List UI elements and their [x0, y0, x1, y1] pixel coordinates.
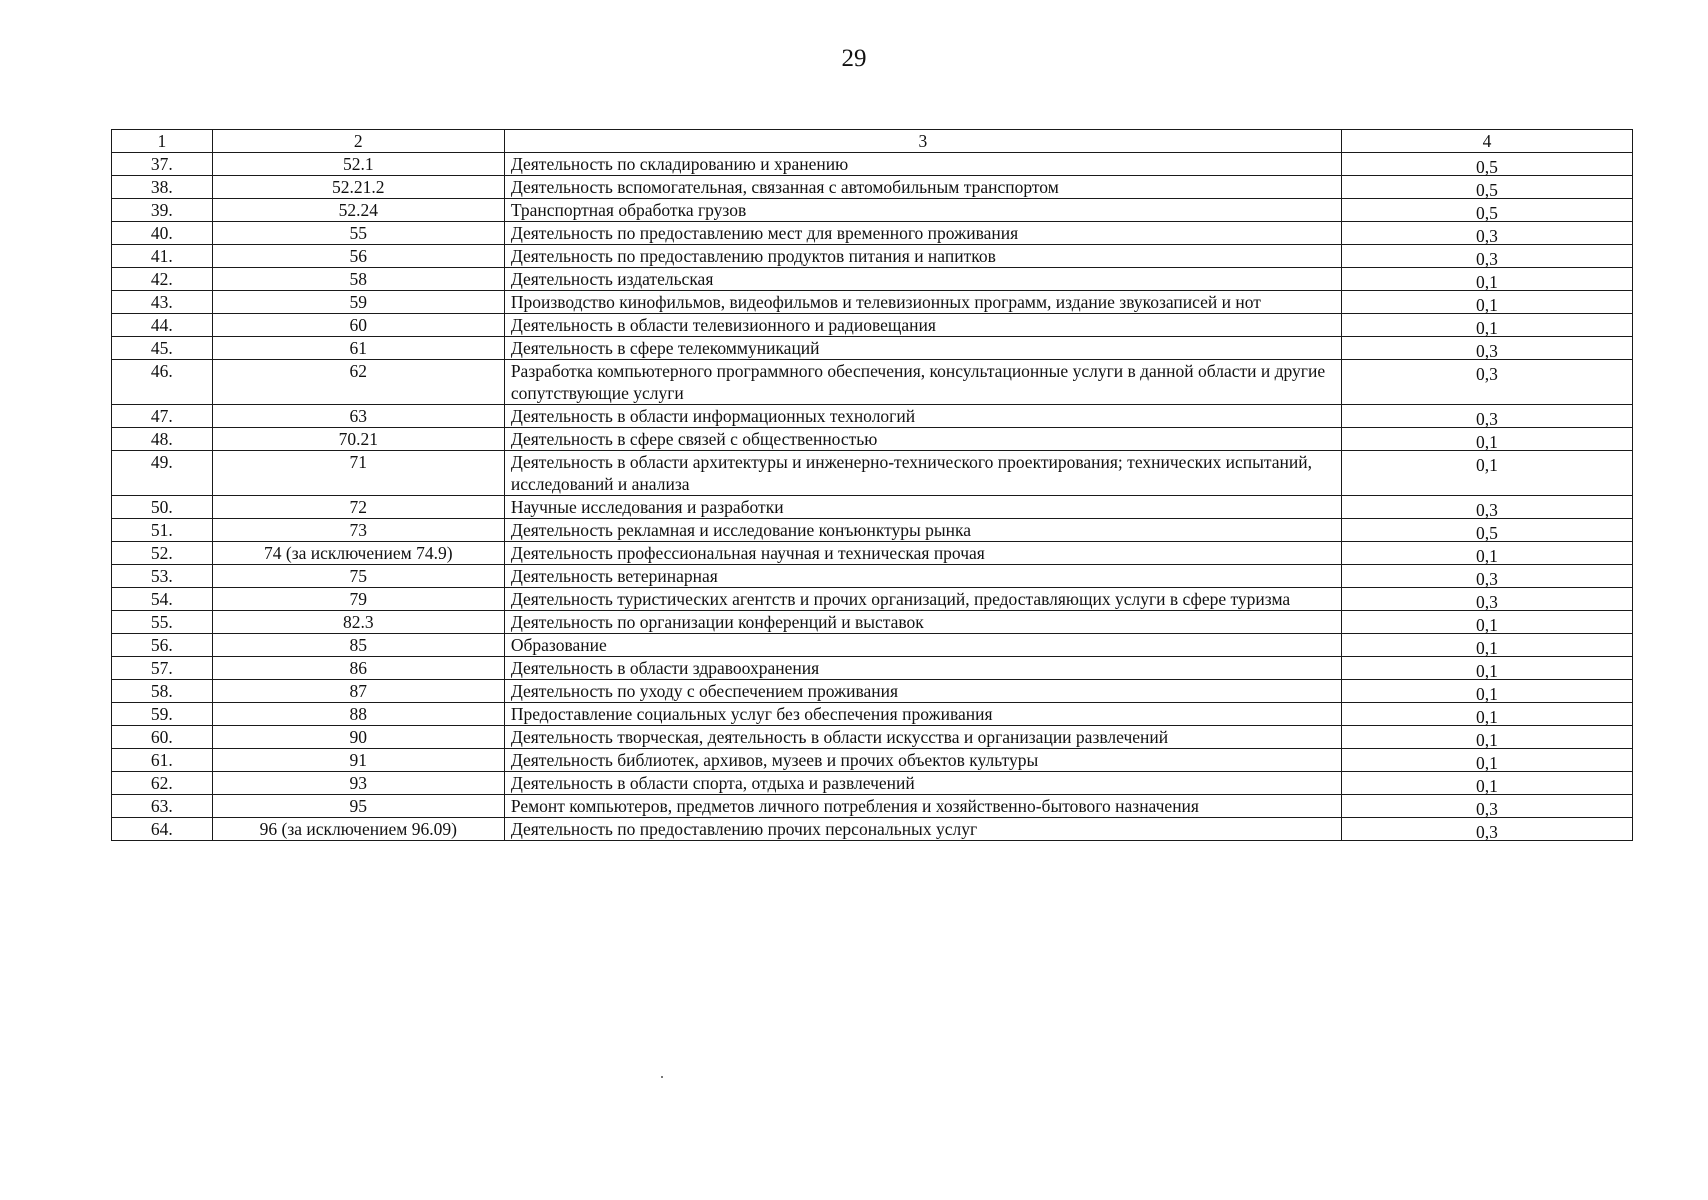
table-body — [112, 153, 1633, 841]
row-number: 38. — [112, 176, 213, 199]
table-row — [112, 337, 1633, 360]
row-number: 61. — [112, 749, 213, 772]
activity-code: 86 — [212, 657, 504, 680]
rate-value — [1341, 772, 1632, 795]
activity-name: Деятельность в области телевизионного и радиовещания — [504, 314, 1341, 337]
activity-code: 75 — [212, 565, 504, 588]
activity-code: 87 — [212, 680, 504, 703]
page-number: 29 — [841, 45, 867, 72]
rate-value — [1341, 565, 1632, 588]
rate-value-text: 0,5 — [1476, 157, 1498, 177]
table-row — [112, 772, 1633, 795]
rate-value-text: 0,1 — [1476, 638, 1498, 658]
activity-name: Деятельность по складированию и хранению — [504, 153, 1341, 176]
table-row — [112, 703, 1633, 726]
activity-code: 71 — [212, 451, 504, 496]
activity-name: Деятельность по предоставлению мест для временного проживания — [504, 222, 1341, 245]
row-number: 43. — [112, 291, 213, 314]
activity-code: 73 — [212, 519, 504, 542]
rate-value-text: 0,3 — [1476, 364, 1498, 384]
activity-name: Деятельность рекламная и исследование конъюнктуры рынка — [504, 519, 1341, 542]
activity-code: 93 — [212, 772, 504, 795]
activity-code: 95 — [212, 795, 504, 818]
activity-name: Предоставление социальных услуг без обеспечения проживания — [504, 703, 1341, 726]
table-row — [112, 314, 1633, 337]
activity-name: Научные исследования и разработки — [504, 496, 1341, 519]
row-number: 52. — [112, 542, 213, 565]
rate-value-text: 0,5 — [1476, 203, 1498, 223]
header-col-2: 2 — [212, 130, 504, 153]
activity-name: Производство кинофильмов, видеофильмов и телевизионных программ, издание звукозаписей и нот — [504, 291, 1341, 314]
row-number: 49. — [112, 451, 213, 496]
activity-code: 70.21 — [212, 428, 504, 451]
activity-name: Деятельность творческая, деятельность в области искусства и организации развлечений — [504, 726, 1341, 749]
activity-name: Транспортная обработка грузов — [504, 199, 1341, 222]
rate-value-text: 0,3 — [1476, 341, 1498, 361]
table-header — [112, 130, 1633, 153]
rate-value — [1341, 199, 1632, 222]
row-number: 63. — [112, 795, 213, 818]
activity-code: 61 — [212, 337, 504, 360]
activity-name: Деятельность в сфере телекоммуникаций — [504, 337, 1341, 360]
table-row — [112, 451, 1633, 496]
activity-name: Образование — [504, 634, 1341, 657]
activity-code: 58 — [212, 268, 504, 291]
rate-value — [1341, 222, 1632, 245]
rate-value-text: 0,1 — [1476, 707, 1498, 727]
table-row — [112, 611, 1633, 634]
row-number: 57. — [112, 657, 213, 680]
rate-value — [1341, 337, 1632, 360]
activity-code: 85 — [212, 634, 504, 657]
row-number: 39. — [112, 199, 213, 222]
header-col-3: 3 — [504, 130, 1341, 153]
table-row — [112, 199, 1633, 222]
rate-value-text: 0,3 — [1476, 592, 1498, 612]
rate-value — [1341, 611, 1632, 634]
table-row — [112, 176, 1633, 199]
rate-value-text: 0,1 — [1476, 730, 1498, 750]
rate-value-text: 0,3 — [1476, 822, 1498, 842]
rate-value-text: 0,1 — [1476, 295, 1498, 315]
row-number: 41. — [112, 245, 213, 268]
activity-code: 52.24 — [212, 199, 504, 222]
table-row — [112, 360, 1633, 405]
rate-value-text: 0,1 — [1476, 661, 1498, 681]
activity-name: Разработка компьютерного программного обеспечения, консультационные услуги в данной области и другие сопутствующие услуги — [504, 360, 1341, 405]
activity-code: 74 (за исключением 74.9) — [212, 542, 504, 565]
table-row — [112, 405, 1633, 428]
activity-code: 52.1 — [212, 153, 504, 176]
rate-value — [1341, 795, 1632, 818]
activity-name: Деятельность ветеринарная — [504, 565, 1341, 588]
activity-name: Деятельность по предоставлению прочих персональных услуг — [504, 818, 1341, 841]
table-row — [112, 291, 1633, 314]
table-row — [112, 153, 1633, 176]
row-number: 51. — [112, 519, 213, 542]
activity-name: Деятельность библиотек, архивов, музеев и прочих объектов культуры — [504, 749, 1341, 772]
rate-value — [1341, 496, 1632, 519]
activity-name: Деятельность профессиональная научная и техническая прочая — [504, 542, 1341, 565]
rate-value-text: 0,1 — [1476, 615, 1498, 635]
activity-code: 62 — [212, 360, 504, 405]
activity-code: 90 — [212, 726, 504, 749]
table-row — [112, 268, 1633, 291]
table-row — [112, 795, 1633, 818]
rate-value-text: 0,3 — [1476, 569, 1498, 589]
rate-value-text: 0,1 — [1476, 546, 1498, 566]
rate-value-text: 0,1 — [1476, 776, 1498, 796]
row-number: 40. — [112, 222, 213, 245]
activity-name: Деятельность в сфере связей с общественностью — [504, 428, 1341, 451]
rate-value — [1341, 451, 1632, 496]
rate-value — [1341, 542, 1632, 565]
row-number: 44. — [112, 314, 213, 337]
activity-code: 88 — [212, 703, 504, 726]
row-number: 50. — [112, 496, 213, 519]
rate-value-text: 0,1 — [1476, 753, 1498, 773]
rate-value — [1341, 153, 1632, 176]
activity-code: 59 — [212, 291, 504, 314]
activity-code: 60 — [212, 314, 504, 337]
activity-name: Деятельность по организации конференций и выставок — [504, 611, 1341, 634]
row-number: 55. — [112, 611, 213, 634]
activity-name: Деятельность в области спорта, отдыха и развлечений — [504, 772, 1341, 795]
activity-name: Деятельность туристических агентств и прочих организаций, предоставляющих услуги в сфере туризма — [504, 588, 1341, 611]
rate-value-text: 0,3 — [1476, 799, 1498, 819]
rate-value — [1341, 680, 1632, 703]
rate-value-text: 0,1 — [1476, 318, 1498, 338]
row-number: 58. — [112, 680, 213, 703]
row-number: 45. — [112, 337, 213, 360]
rate-value — [1341, 588, 1632, 611]
table-row — [112, 222, 1633, 245]
row-number: 62. — [112, 772, 213, 795]
activity-code: 96 (за исключением 96.09) — [212, 818, 504, 841]
table-row — [112, 749, 1633, 772]
rate-value — [1341, 268, 1632, 291]
rate-value-text: 0,1 — [1476, 455, 1498, 475]
table-row — [112, 496, 1633, 519]
activity-name: Деятельность издательская — [504, 268, 1341, 291]
row-number: 47. — [112, 405, 213, 428]
activity-code: 63 — [212, 405, 504, 428]
row-number: 53. — [112, 565, 213, 588]
rate-value — [1341, 245, 1632, 268]
activity-name: Деятельность в области информационных технологий — [504, 405, 1341, 428]
row-number: 56. — [112, 634, 213, 657]
activity-rates-table — [111, 129, 1633, 841]
rate-value — [1341, 291, 1632, 314]
rate-value — [1341, 818, 1632, 841]
header-row — [112, 130, 1633, 153]
rate-value — [1341, 519, 1632, 542]
header-col-4: 4 — [1341, 130, 1632, 153]
rate-value-text: 0,3 — [1476, 226, 1498, 246]
rate-value-text: 0,5 — [1476, 180, 1498, 200]
activity-code: 72 — [212, 496, 504, 519]
rate-value — [1341, 314, 1632, 337]
table-row — [112, 428, 1633, 451]
activity-name: Деятельность вспомогательная, связанная с автомобильным транспортом — [504, 176, 1341, 199]
rate-value — [1341, 405, 1632, 428]
row-number: 42. — [112, 268, 213, 291]
rate-value — [1341, 726, 1632, 749]
rate-value — [1341, 176, 1632, 199]
table-row — [112, 588, 1633, 611]
activity-name: Ремонт компьютеров, предметов личного потребления и хозяйственно-бытового назначения — [504, 795, 1341, 818]
rate-value — [1341, 749, 1632, 772]
activity-code: 52.21.2 — [212, 176, 504, 199]
activity-name: Деятельность по уходу с обеспечением проживания — [504, 680, 1341, 703]
rate-value-text: 0,1 — [1476, 272, 1498, 292]
table-row — [112, 657, 1633, 680]
activity-name: Деятельность в области здравоохранения — [504, 657, 1341, 680]
row-number: 37. — [112, 153, 213, 176]
rate-value — [1341, 634, 1632, 657]
rate-value — [1341, 360, 1632, 405]
row-number: 59. — [112, 703, 213, 726]
row-number: 60. — [112, 726, 213, 749]
rate-value-text: 0,3 — [1476, 409, 1498, 429]
rate-value-text: 0,5 — [1476, 523, 1498, 543]
table-row — [112, 542, 1633, 565]
activity-code: 79 — [212, 588, 504, 611]
rate-value-text: 0,1 — [1476, 432, 1498, 452]
rate-value-text: 0,3 — [1476, 500, 1498, 520]
table-row — [112, 680, 1633, 703]
table-row — [112, 519, 1633, 542]
table-row — [112, 634, 1633, 657]
rate-value-text: 0,1 — [1476, 684, 1498, 704]
header-col-1: 1 — [112, 130, 213, 153]
rate-value-text: 0,3 — [1476, 249, 1498, 269]
rate-value — [1341, 657, 1632, 680]
table-row — [112, 726, 1633, 749]
row-number: 46. — [112, 360, 213, 405]
activity-code: 82.3 — [212, 611, 504, 634]
activity-name: Деятельность в области архитектуры и инженерно-технического проектирования; технических испытаний, исследований и анализа — [504, 451, 1341, 496]
table-row — [112, 565, 1633, 588]
rate-value — [1341, 703, 1632, 726]
activity-code: 91 — [212, 749, 504, 772]
activity-code: 56 — [212, 245, 504, 268]
table-row — [112, 818, 1633, 841]
scan-speck — [661, 1076, 663, 1078]
activity-code: 55 — [212, 222, 504, 245]
row-number: 48. — [112, 428, 213, 451]
activity-name: Деятельность по предоставлению продуктов питания и напитков — [504, 245, 1341, 268]
row-number: 64. — [112, 818, 213, 841]
rate-value — [1341, 428, 1632, 451]
table-row — [112, 245, 1633, 268]
row-number: 54. — [112, 588, 213, 611]
